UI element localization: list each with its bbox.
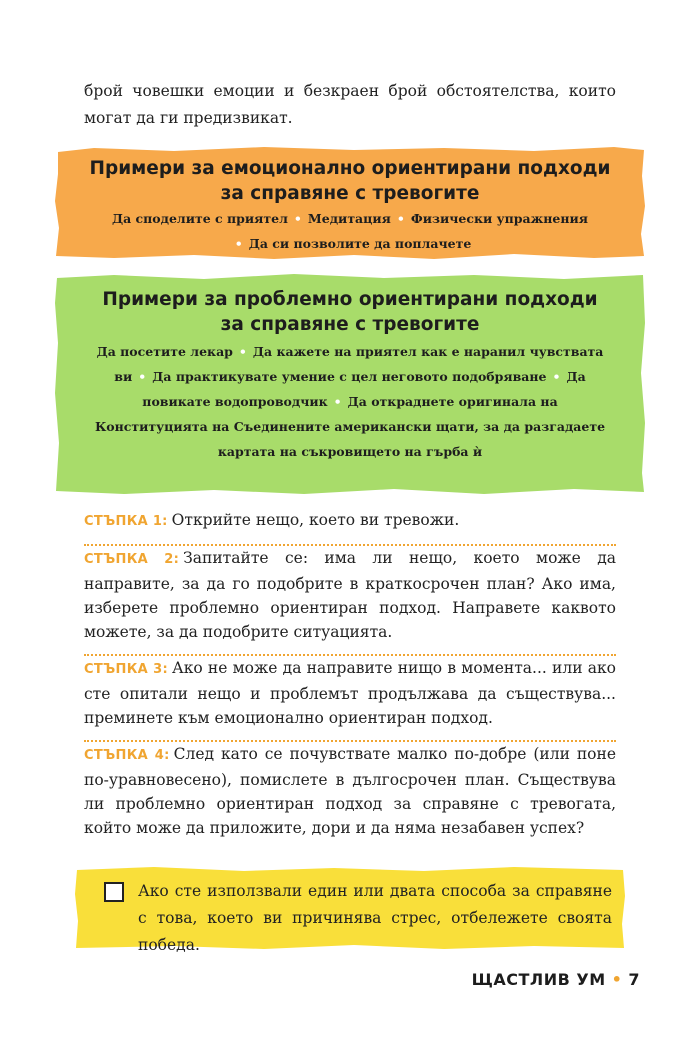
step-label: СТЪПКА 1: <box>84 514 168 529</box>
problem-examples-box <box>54 273 646 495</box>
emotional-items: Да споделите с приятел • Медитация • Физически упражнения • Да си позволите да поплачете <box>111 211 589 251</box>
problem-item: Да посетите лекар <box>96 344 233 359</box>
step-3 <box>84 656 616 740</box>
victory-note-text: Ако сте използвали един или двата способа за справяне с това, което ви причинява стрес, отбележете своята победа. <box>138 882 612 954</box>
step-text: Открийте нещо, което ви тревожи. <box>171 511 460 529</box>
page-number: 7 <box>628 970 640 989</box>
step-label: СТЪПКА 3: <box>84 662 168 677</box>
footer-dot-icon: • <box>611 970 623 989</box>
emotional-item: Да споделите с приятел <box>111 211 288 226</box>
problem-box-title: Примери за проблемно ориентирани подходи за справяне с тревогите <box>102 289 598 335</box>
emotional-box-title: Примери за емоционално ориентирани подходи за справяне с тревогите <box>89 158 611 204</box>
step-text: Ако не може да направите нищо в момента... или ако сте опитали нещо и проблемът продължава да съществува... преминете към емоционално ориентиран подход. <box>84 659 616 727</box>
step-4 <box>84 742 616 850</box>
victory-note <box>74 866 626 954</box>
emotional-item: Медитация <box>307 211 391 226</box>
problem-item: Да кажете на приятел как е наранил чувствата ви <box>114 344 604 384</box>
step-text: Запитайте се: има ли нещо, което може да направите, за да го подобрите в краткосрочен план? Ако има, изберете проблемно ориентиран подход. Направете каквото можете, за да подобрите ситуацията. <box>84 549 616 641</box>
emotional-examples-box <box>54 146 646 260</box>
problem-item: Да практикувате умение с цел неговото подобряване <box>152 369 547 384</box>
step-1 <box>84 508 616 544</box>
emotional-item: Да си позволите да поплачете <box>248 236 472 251</box>
steps-list <box>84 508 616 850</box>
emotional-item: Физически упражнения <box>410 211 589 226</box>
step-2 <box>84 546 616 654</box>
step-label: СТЪПКА 2: <box>84 552 180 567</box>
book-title: ЩАСТЛИВ УМ <box>471 970 606 989</box>
problem-item: Да повикате водопроводчик <box>142 369 586 409</box>
problem-items: Да посетите лекар • Да кажете на приятел как е наранил чувствата ви • Да практикувате умение с цел неговото подобряване • Да повикате водопроводчик • Да откраднете оригинала на Конституцията на Съединените американски щати, за да разгадаете картата на съкровището на гърба ѝ <box>94 344 606 459</box>
victory-checkbox[interactable] <box>104 882 124 902</box>
step-label: СТЪПКА 4: <box>84 748 170 763</box>
intro-paragraph: брой човешки емоции и безкраен брой обстоятелства, които могат да ги предизвикат. <box>84 82 616 127</box>
step-text: След като се почувствате малко по-добре (или поне по-уравновесено), помислете в дългосрочен план. Съществува ли проблемно ориентиран подход за справяне с тревогата, който може да приложите, дори и да няма незабавен успех? <box>84 745 616 837</box>
problem-item: Да откраднете оригинала на Конституцията на Съединените американски щати, за да разгадаете картата на съкровището на гърба ѝ <box>94 394 606 459</box>
page-footer <box>472 970 640 989</box>
